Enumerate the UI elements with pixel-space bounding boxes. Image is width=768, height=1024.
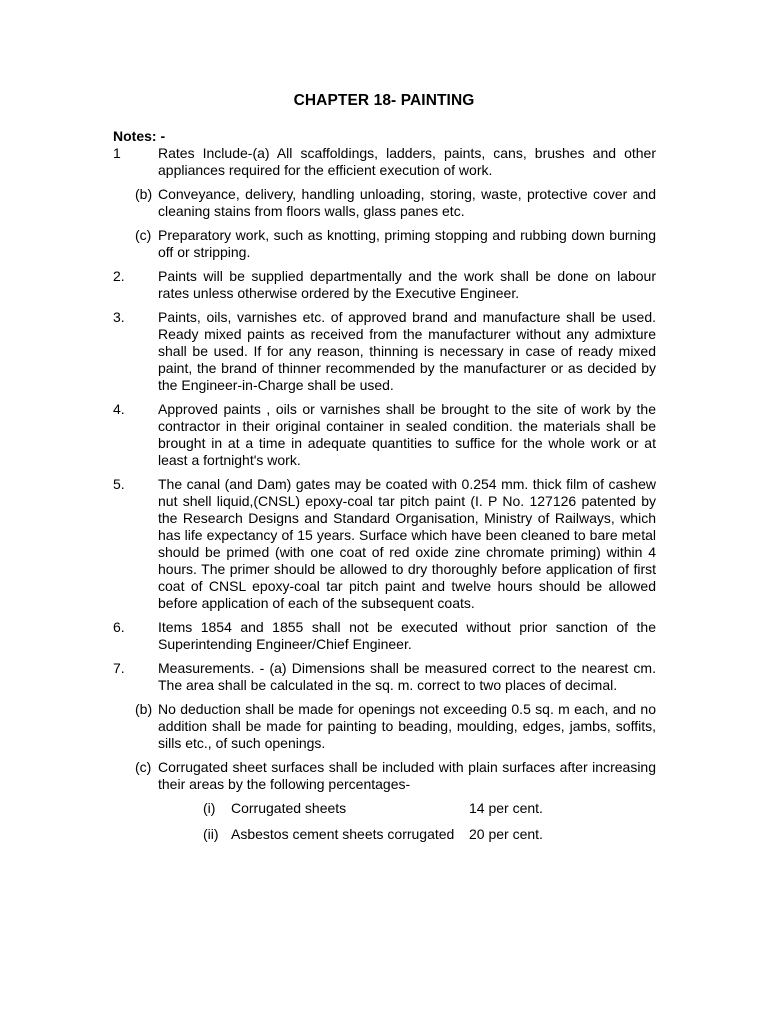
note-item-3 xyxy=(113,309,656,394)
note-number: 1 xyxy=(113,145,121,161)
note-number: 7. xyxy=(113,660,125,676)
sub-label: (c) xyxy=(135,227,152,243)
note-number: 4. xyxy=(113,401,125,417)
note-number: 5. xyxy=(113,476,125,492)
row-description: Asbestos cement sheets corrugated xyxy=(231,826,455,842)
note-item-4 xyxy=(113,401,656,469)
note-item-2 xyxy=(113,268,656,302)
note-number: 2. xyxy=(113,268,125,284)
sub-text: Conveyance, delivery, handling unloading, storing, waste, protective cover and cleaning stains from floors walls, glass panes etc. xyxy=(158,186,656,219)
row-percentage: 14 per cent. xyxy=(469,800,543,816)
note-item-7 xyxy=(113,660,656,694)
note-text: Paints, oils, varnishes etc. of approved brand and manufacture shall be used. Ready mixed paints as received from the manufacturer without any admixture shall be used. If for any reason, thinning is necessary in case of ready mixed paint, the brand of thinner recommended by the manufacturer or as decided by the Engineer-in-Charge shall be used. xyxy=(158,309,656,393)
note-text: Approved paints , oils or varnishes shall be brought to the site of work by the contractor in their original container in sealed condition. the materials shall be brought in at a time in adequate quantities to suffice for the whole work or at least a fortnight's work. xyxy=(158,401,656,468)
note-7-sub-c xyxy=(113,759,656,793)
sub-text: Preparatory work, such as knotting, priming stopping and rubbing down burning off or stripping. xyxy=(158,227,656,260)
note-item-5 xyxy=(113,476,656,612)
note-1-sub-c xyxy=(113,227,656,261)
row-numeral: (i) xyxy=(203,800,216,816)
page-title: CHAPTER 18- PAINTING xyxy=(293,92,475,109)
percentage-row xyxy=(113,826,656,843)
percentage-row xyxy=(113,800,656,817)
notes-heading: Notes: - xyxy=(113,128,166,144)
row-description: Corrugated sheets xyxy=(231,800,347,816)
note-number: 6. xyxy=(113,619,125,635)
row-numeral: (ii) xyxy=(203,826,219,842)
sub-label: (b) xyxy=(135,186,153,202)
sub-label: (c) xyxy=(135,759,152,775)
row-percentage: 20 per cent. xyxy=(469,826,543,842)
sub-text: No deduction shall be made for openings not exceeding 0.5 sq. m each, and no addition shall be made for painting to beading, moulding, edges, jambs, soffits, sills etc., of such openings. xyxy=(158,701,656,751)
note-7-sub-b xyxy=(113,701,656,752)
sub-text: Corrugated sheet surfaces shall be included with plain surfaces after increasing their areas by the following percentages- xyxy=(158,759,656,792)
note-text: Measurements. - (a) Dimensions shall be measured correct to the nearest cm. The area shall be calculated in the sq. m. correct to two places of decimal. xyxy=(158,660,656,693)
notes-list xyxy=(113,145,656,852)
note-item-6 xyxy=(113,619,656,653)
sub-label: (b) xyxy=(135,701,153,717)
note-text: Paints will be supplied departmentally and the work shall be done on labour rates unless otherwise ordered by the Executive Engineer. xyxy=(158,268,656,301)
note-1-sub-b xyxy=(113,186,656,220)
note-text: The canal (and Dam) gates may be coated with 0.254 mm. thick film of cashew nut shell liquid,(CNSL) epoxy-coal tar pitch paint (I. P No. 127126 patented by the Research Designs and Standard Organisation, Ministry of Railways, which has life expectancy of 15 years. Surface which have been cleaned to bare metal should be primed (with one coat of red oxide zine chromate priming) within 4 hours. The primer should be allowed to dry thoroughly before application of first coat of CNSL epoxy-coal tar pitch paint and twelve hours should be allowed before application of each of the subsequent coats. xyxy=(158,476,656,611)
note-item-1 xyxy=(113,145,656,179)
note-text: Items 1854 and 1855 shall not be executed without prior sanction of the Superintending Engineer/Chief Engineer. xyxy=(158,619,656,652)
note-number: 3. xyxy=(113,309,125,325)
note-text: Rates Include-(a) All scaffoldings, ladders, paints, cans, brushes and other appliances required for the efficient execution of work. xyxy=(158,145,656,178)
